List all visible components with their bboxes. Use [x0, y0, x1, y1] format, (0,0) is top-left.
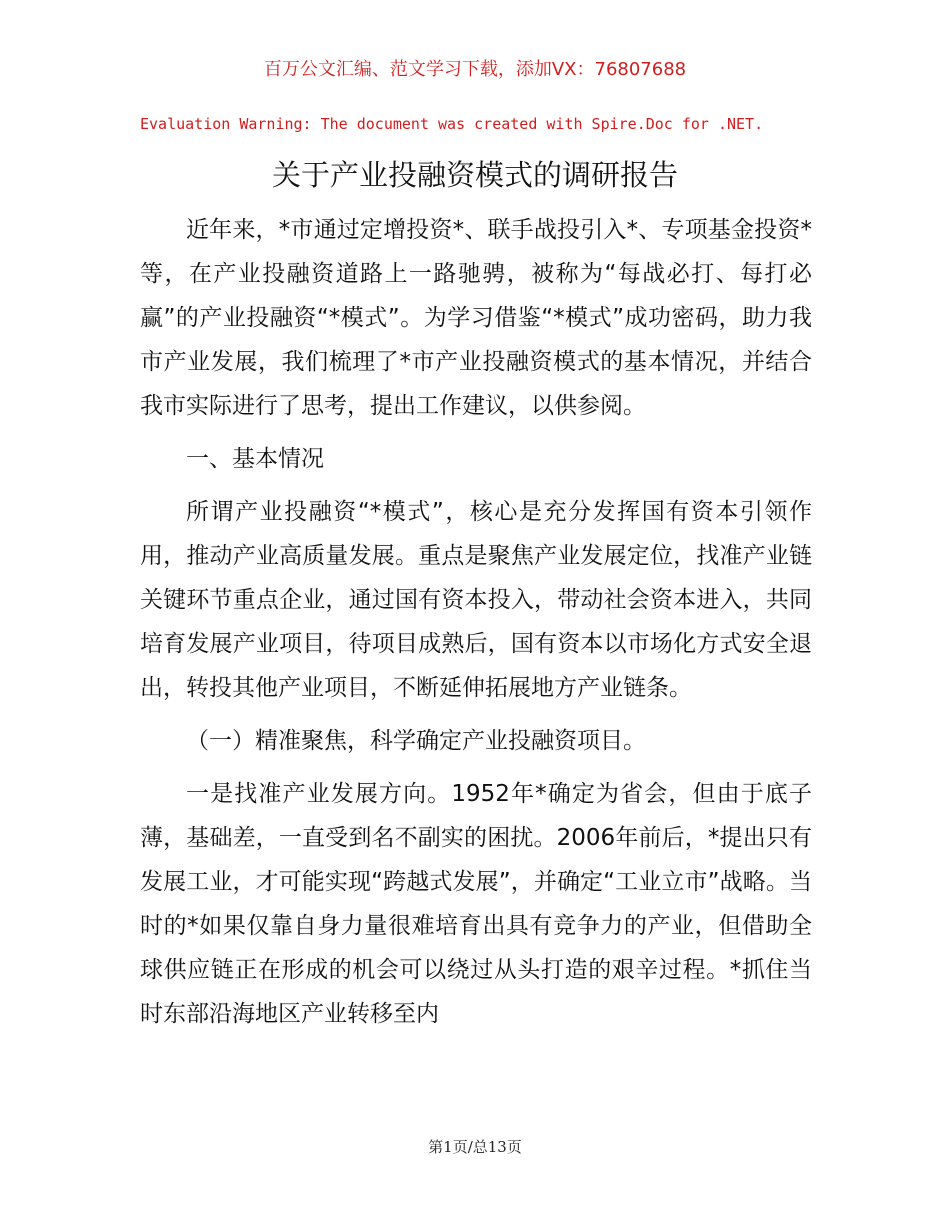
- promo-header: 百万公文汇编、范文学习下载，添加VX：76807688: [263, 59, 687, 80]
- document-body: [140, 208, 812, 1036]
- body-paragraph: 一是找准产业发展方向。1952年*确定为省会，但由于底子薄，基础差，一直受到名不副实的困扰。2006年前后，*提出只有发展工业，才可能实现“跨越式发展”，并确定“工业立市”战略。当时的*如果仅靠自身力量很难培育出具有竞争力的产业，但借助全球供应链正在形成的机会可以绕过从头打造的艰辛过程。*抓住当时东部沿海地区产业转移至内: [140, 781, 812, 1027]
- body-paragraph: 所谓产业投融资“*模式”，核心是充分发挥国有资本引领作用，推动产业高质量发展。重点是聚焦产业发展定位，找准产业链关键环节重点企业，通过国有资本投入，带动社会资本进入，共同培育发展产业项目，待项目成熟后，国有资本以市场化方式安全退出，转投其他产业项目，不断延伸拓展地方产业链条。: [140, 499, 812, 701]
- section-heading: 一、基本情况: [186, 446, 324, 472]
- intro-paragraph: 近年来，*市通过定增投资*、联手战投引入*、专项基金投资*等，在产业投融资道路上一路驰骋，被称为“每战必打、每打必赢”的产业投融资“*模式”。为学习借鉴“*模式”成功密码，助力我市产业发展，我们梳理了*市产业投融资模式的基本情况，并结合我市实际进行了思考，提出工作建议，以供参阅。: [140, 217, 812, 419]
- document-title: 关于产业投融资模式的调研报告: [271, 158, 678, 192]
- page-number-footer: 第1页/总13页: [428, 1138, 522, 1156]
- subsection-heading: （一）精准聚焦，科学确定产业投融资项目。: [186, 728, 646, 754]
- evaluation-warning: Evaluation Warning: The document was created with Spire.Doc for .NET.: [140, 115, 764, 133]
